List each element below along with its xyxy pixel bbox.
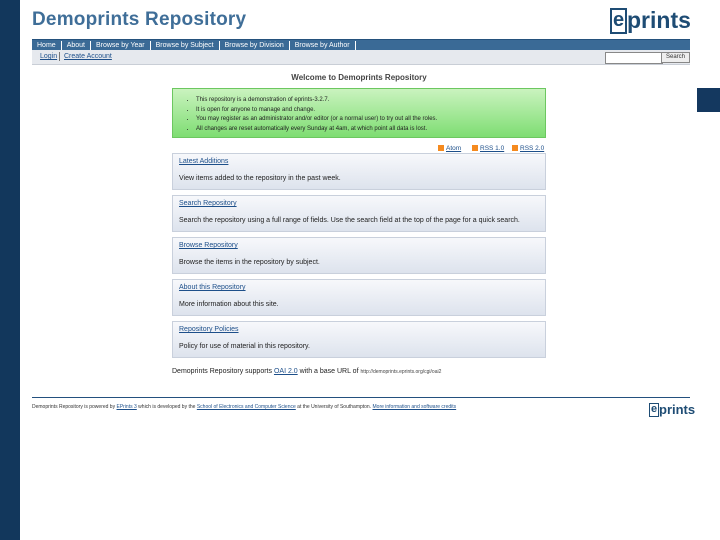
footer-text-1: Demoprints Repository is powered by: [32, 404, 116, 410]
notice-item: • All changes are reset automatically every Sunday at 4am, at which point all data is lost.: [196, 125, 545, 135]
eprints-logo[interactable]: [610, 8, 690, 36]
rss-icon: [512, 145, 518, 151]
footer-logo-word: prints: [659, 402, 696, 417]
page-title: Welcome to Demoprints Repository: [291, 73, 427, 82]
header: [28, 0, 690, 40]
user-bar: [32, 50, 690, 65]
feed-label: RSS 1.0: [480, 145, 505, 152]
footer-logo-letter: e: [650, 403, 658, 415]
search-input[interactable]: [605, 52, 663, 64]
menu-browse-division[interactable]: Browse by Division: [220, 41, 290, 50]
login-link[interactable]: Login: [40, 53, 58, 60]
panel-description: Browse the items in the repository by subject.: [179, 259, 320, 266]
panel-description: Policy for use of material in this repository.: [179, 343, 310, 350]
oai-middle: with a base URL of: [299, 368, 359, 375]
feed-atom[interactable]: [438, 145, 461, 152]
notice-item: • This repository is a demonstration of eprints-3.2.7.: [196, 96, 545, 106]
feed-rss1[interactable]: [472, 145, 504, 152]
feed-label: Atom: [446, 145, 462, 152]
search-repository-link[interactable]: Search Repository: [179, 200, 237, 207]
left-slide-bar: [0, 0, 20, 540]
main-menu: [32, 39, 690, 50]
footer-text-2: which is developed by the: [138, 404, 196, 410]
menu-browse-year[interactable]: Browse by Year: [91, 41, 151, 50]
eprints-logo-letter: e: [610, 8, 627, 34]
browse-repository-link[interactable]: Browse Repository: [179, 242, 238, 249]
panel-browse-repository: [172, 237, 546, 274]
user-bar-divider: [59, 52, 60, 61]
more-info-link[interactable]: More information and software credits: [372, 404, 457, 410]
oai-prefix: Demoprints Repository supports: [172, 368, 272, 375]
menu-browse-subject[interactable]: Browse by Subject: [151, 41, 220, 50]
eprints-logo-word: prints: [627, 7, 691, 33]
feed-rss2[interactable]: [512, 145, 544, 152]
panel-repository-policies: [172, 321, 546, 358]
repository-policies-link[interactable]: Repository Policies: [179, 326, 239, 333]
footer-eprints-logo[interactable]: [649, 402, 696, 418]
oai-link[interactable]: OAI 2.0: [273, 368, 298, 375]
menu-about[interactable]: About: [62, 41, 91, 50]
eprints-link[interactable]: EPrints 3: [116, 404, 137, 410]
latest-additions-link[interactable]: Latest Additions: [179, 158, 229, 165]
notice-item: • You may register as an administrator and/or editor (or a normal user) to try out all the roles.: [196, 115, 545, 125]
panel-about-repository: [172, 279, 546, 316]
notice-box: [172, 88, 546, 138]
footer-text-3: at the University of Southampton.: [297, 404, 372, 410]
footer-credits: [32, 404, 456, 410]
panel-search-repository: [172, 195, 546, 232]
rss-icon: [472, 145, 478, 151]
repository-title[interactable]: Demoprints Repository: [32, 9, 247, 30]
panel-latest-additions: [172, 153, 546, 190]
oai-info: [172, 368, 441, 375]
panel-description: View items added to the repository in the past week.: [179, 175, 341, 182]
oai-base-url: http://demoprints.eprints.org/cgi/oai2: [360, 369, 442, 375]
feed-label: RSS 2.0: [520, 145, 545, 152]
rss-icon: [438, 145, 444, 151]
school-link[interactable]: School of Electronics and Computer Science: [196, 404, 296, 410]
feed-links: [438, 145, 548, 153]
about-repository-link[interactable]: About this Repository: [179, 284, 246, 291]
panel-description: More information about this site.: [179, 301, 279, 308]
search-button[interactable]: Search: [661, 52, 690, 63]
menu-home[interactable]: Home: [32, 41, 62, 50]
create-account-link[interactable]: Create Account: [64, 53, 112, 60]
menu-browse-author[interactable]: Browse by Author: [290, 41, 356, 50]
panel-description: Search the repository using a full range of fields. Use the search field at the top of the page for a quick search.: [179, 217, 520, 224]
notice-item: • It is open for anyone to manage and change.: [196, 106, 545, 116]
repository-page: [28, 0, 696, 540]
right-edge-tab: [697, 88, 720, 112]
footer-divider: [32, 397, 690, 398]
